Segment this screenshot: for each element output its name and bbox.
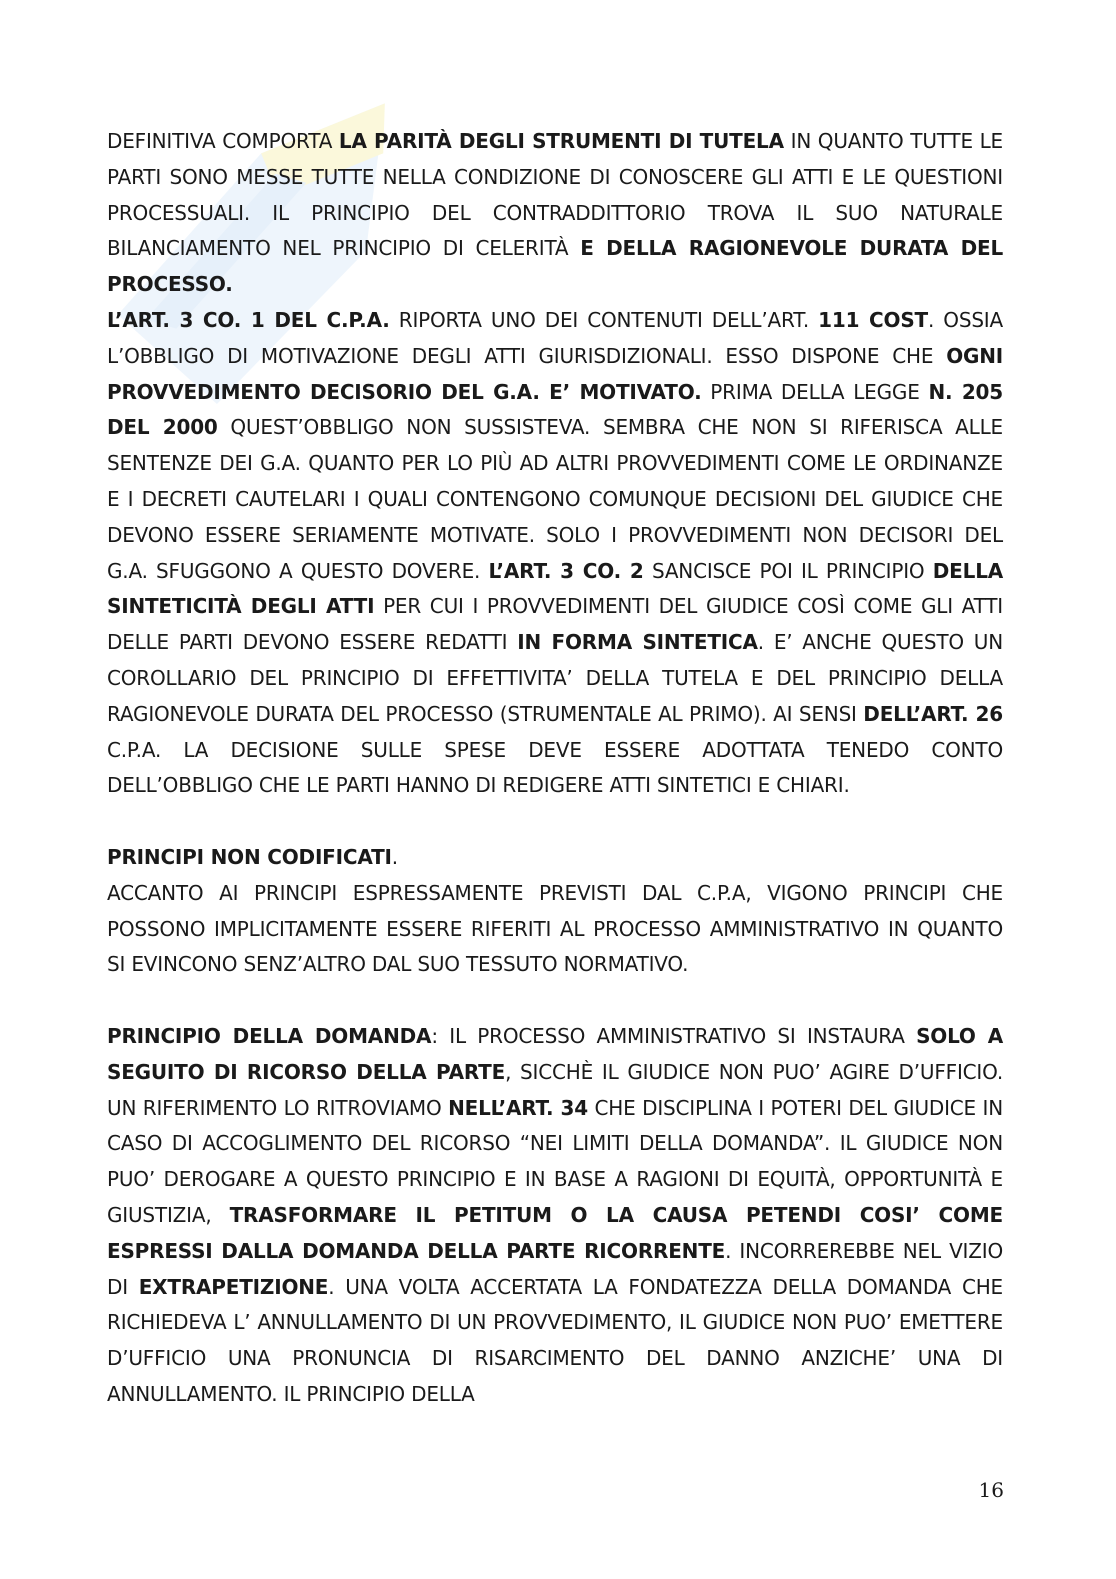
bold-text-segment: NELL’ART. 34 [448, 1095, 588, 1120]
bold-text-segment: E DELLA RAGIONEVOLE DURATA DEL PROCESSO. [107, 236, 1003, 297]
bold-text-segment: DELL’ART. 26 [863, 701, 1003, 726]
bold-text-segment: L’ART. 3 CO. 2 [488, 558, 644, 583]
text-segment: . [391, 844, 398, 869]
bold-text-segment: OGNI PROVVEDIMENTO DECISORIO DEL G.A. E’ MOTIVATO. [107, 343, 1003, 404]
bold-text-segment: LA PARITÀ DEGLI STRUMENTI DI TUTELA [338, 129, 784, 153]
paragraph-6 [107, 1019, 1003, 1413]
paragraph-3 [107, 840, 1003, 876]
bold-text-segment: PRINCIPIO DELLA DOMANDA [107, 1023, 432, 1048]
bold-text-segment: IN FORMA SINTETICA [517, 630, 758, 655]
text-segment: : IL PROCESSO AMMINISTRATIVO SI INSTAURA [431, 1023, 917, 1048]
bold-text-segment: 111 COST [818, 307, 928, 332]
text-segment: . E’ ANCHE QUESTO UN COROLLARIO DEL PRINCIPIO DI EFFETTIVITA’ DELLA TUTELA E DEL PRINCIPIO DELLA RAGIONEVOLE DURATA DEL PROCESSO (STRUMENTALE AL PRIMO). AI SENSI [107, 630, 1003, 726]
bold-text-segment: SOLO A SEGUITO DI RICORSO DELLA PARTE [107, 1023, 1003, 1084]
paragraph-0 [107, 124, 1003, 303]
text-segment: C.P.A. LA DECISIONE SULLE SPESE DEVE ESSERE ADOTTATA TENEDO CONTO DELL’OBBLIGO CHE LE PARTI HANNO DI REDIGERE ATTI SINTETICI E CHIARI. [107, 737, 1003, 798]
text-segment: IN QUANTO TUTTE LE PARTI SONO MESSE TUTTE NELLA CONDIZIONE DI CONOSCERE GLI ATTI E LE QUESTIONI PROCESSUALI. IL PRINCIPIO DEL CONTRADDITTORIO TROVA IL SUO NATURALE BILANCIAMENTO NEL PRINCIPIO DI CELERITÀ [107, 129, 1003, 261]
paragraph-gap [107, 983, 1003, 1019]
bold-text-segment: TRASFORMARE IL PETITUM O LA CAUSA PETENDI COSI’ COME ESPRESSI DALLA DOMANDA DELLA PARTE RICORRENTE [107, 1202, 1003, 1263]
text-segment: QUEST’OBBLIGO NON SUSSISTEVA. SEMBRA CHE NON SI RIFERISCA ALLE SENTENZE DEI G.A. QUANTO PER LO PIÙ AD ALTRI PROVVEDIMENTI COME LE ORDINANZE E I DECRETI CAUTELARI I QUALI CONTENGONO COMUNQUE DECISIONI DEL GIUDICE CHE DEVONO ESSERE SERIAMENTE MOTIVATE. SOLO I PROVVEDIMENTI NON DECISORI DEL G.A. SFUGGONO A QUESTO DOVERE. [107, 415, 1003, 583]
text-segment: PRIMA DELLA LEGGE [701, 379, 929, 404]
page-number: 16 [978, 1478, 1004, 1502]
bold-text-segment: L’ART. 3 CO. 1 DEL C.P.A. [107, 307, 390, 332]
paragraph-1 [107, 303, 1003, 804]
text-segment: RIPORTA UNO DEI CONTENUTI DELL’ART. [389, 307, 819, 332]
text-segment: . INCORREREBBE NEL VIZIO DI [107, 1238, 1003, 1299]
paragraph-4 [107, 876, 1003, 983]
text-segment: CHE DISCIPLINA I POTERI DEL GIUDICE IN CASO DI ACCOGLIMENTO DEL RICORSO “NEI LIMITI DELLA DOMANDA”. IL GIUDICE NON PUO’ DEROGARE A QUESTO PRINCIPIO E IN BASE A RAGIONI DI EQUITÀ, OPPORTUNITÀ E GIUSTIZIA, [107, 1095, 1003, 1227]
bold-text-segment: EXTRAPETIZIONE [138, 1274, 329, 1299]
bold-text-segment: DELLA SINTETICITÀ DEGLI ATTI [107, 558, 1004, 619]
bold-text-segment: N. 205 DEL 2000 [107, 379, 1003, 440]
text-segment: . OSSIA L’OBBLIGO DI MOTIVAZIONE DEGLI ATTI GIURISDIZIONALI. ESSO DISPONE CHE [107, 307, 1003, 368]
text-segment: PER CUI I PROVVEDIMENTI DEL GIUDICE COSÌ COME GLI ATTI DELLE PARTI DEVONO ESSERE REDATTI [107, 594, 1003, 655]
text-segment: ACCANTO AI PRINCIPI ESPRESSAMENTE PREVISTI DAL C.P.A, VIGONO PRINCIPI CHE POSSONO IMPLICITAMENTE ESSERE RIFERITI AL PROCESSO AMMINISTRATIVO IN QUANTO SI EVINCONO SENZ’ALTRO DAL SUO TESSUTO NORMATIVO. [107, 880, 1003, 977]
bold-text-segment: PRINCIPI NON CODIFICATI [107, 844, 392, 869]
text-segment: SANCISCE POI IL PRINCIPIO [643, 558, 933, 583]
document-body [107, 124, 1003, 1413]
text-segment: . UNA VOLTA ACCERTATA LA FONDATEZZA DELLA DOMANDA CHE RICHIEDEVA L’ ANNULLAMENTO DI UN PROVVEDIMENTO, IL GIUDICE NON PUO’ EMETTERE D’UFFICIO UNA PRONUNCIA DI RISARCIMENTO DEL DANNO ANZICHE’ UNA DI ANNULLAMENTO. IL PRINCIPIO DELLA [107, 1274, 1003, 1406]
text-segment: , SICCHÈ IL GIUDICE NON PUO’ AGIRE D’UFFICIO. UN RIFERIMENTO LO RITROVIAMO [107, 1059, 1003, 1120]
paragraph-gap [107, 804, 1003, 840]
text-segment: DEFINITIVA COMPORTA [107, 129, 339, 153]
